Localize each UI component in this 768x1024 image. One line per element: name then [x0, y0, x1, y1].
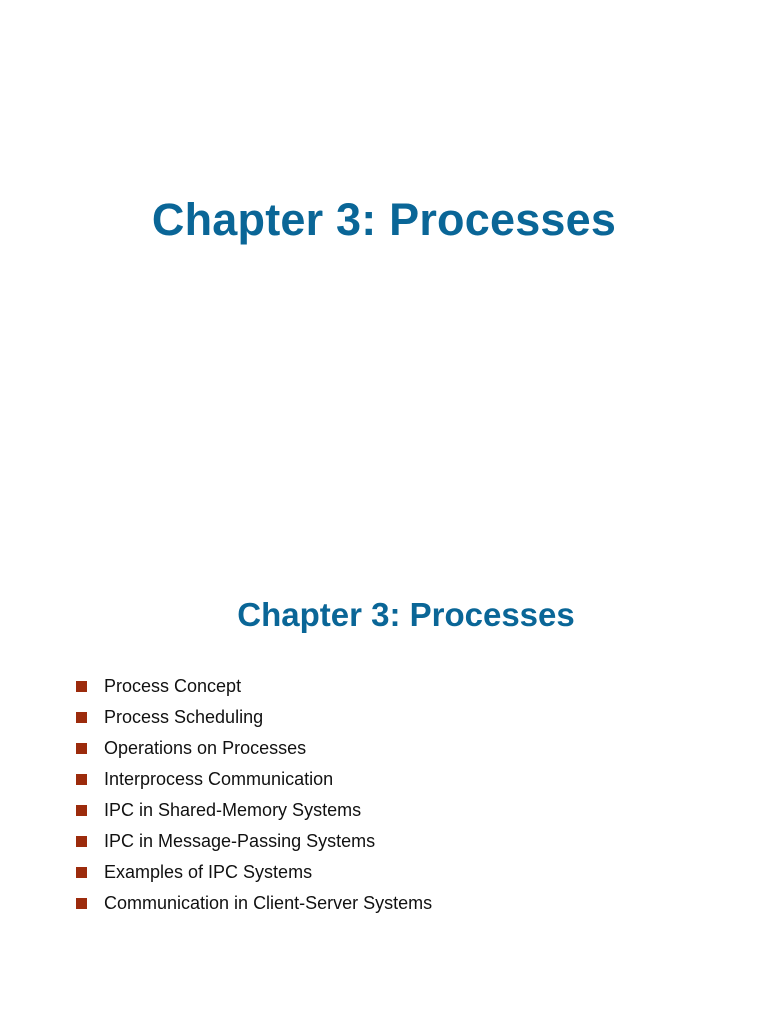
topic-text: Communication in Client-Server Systems — [104, 893, 433, 913]
square-bullet-icon — [76, 712, 87, 723]
topic-item — [76, 672, 432, 703]
topic-list — [76, 672, 432, 920]
topic-text: Process Concept — [104, 676, 242, 696]
topic-item — [76, 889, 432, 920]
topic-text: Process Scheduling — [104, 707, 264, 727]
topic-item — [76, 858, 432, 889]
square-bullet-icon — [76, 836, 87, 847]
square-bullet-icon — [76, 805, 87, 816]
topic-text: Operations on Processes — [104, 738, 307, 758]
square-bullet-icon — [76, 867, 87, 878]
topic-item — [76, 827, 432, 858]
square-bullet-icon — [76, 743, 87, 754]
chapter-title: Chapter 3: Processes — [151, 194, 617, 245]
topic-item — [76, 703, 432, 734]
square-bullet-icon — [76, 898, 87, 909]
square-bullet-icon — [76, 681, 87, 692]
square-bullet-icon — [76, 774, 87, 785]
topic-item — [76, 765, 432, 796]
topic-item — [76, 796, 432, 827]
topic-item — [76, 734, 432, 765]
outline-title: Chapter 3: Processes — [237, 596, 575, 633]
topic-text: Examples of IPC Systems — [104, 862, 313, 882]
topic-text: IPC in Shared-Memory Systems — [104, 800, 362, 820]
topic-text: Interprocess Communication — [104, 769, 334, 789]
topic-text: IPC in Message-Passing Systems — [104, 831, 376, 851]
